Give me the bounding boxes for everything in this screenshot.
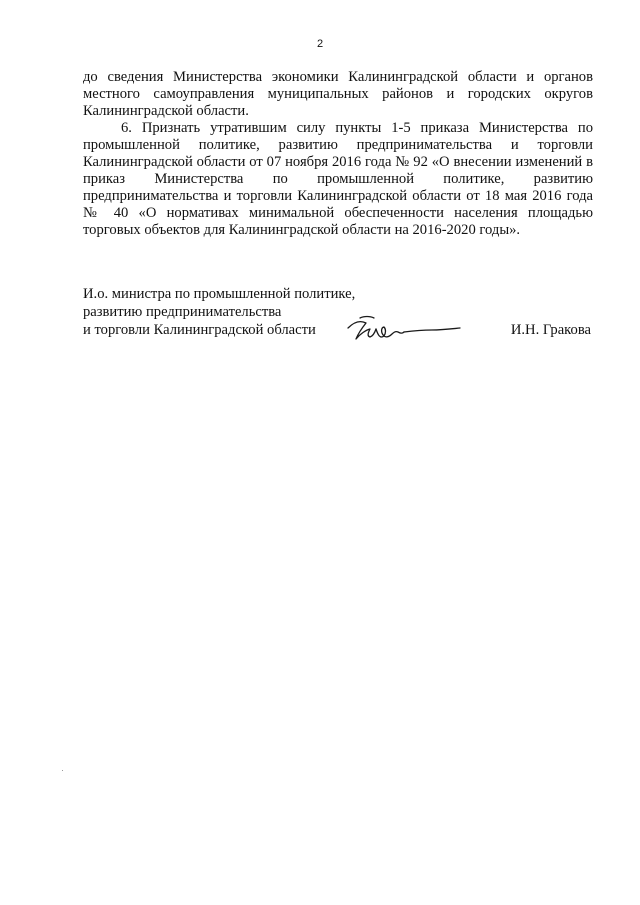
- signer-position-line-3: и торговли Калининградской области: [83, 322, 316, 338]
- signature-block: [83, 285, 593, 339]
- signer-position-line-2: развитию предпринимательства: [83, 304, 282, 320]
- handwritten-signature: [340, 312, 470, 346]
- signer-position-line-1: И.о. министра по промышленной политике,: [83, 286, 356, 302]
- signer-position-row: [83, 321, 593, 339]
- document-body: [83, 69, 593, 239]
- scan-speck: [62, 770, 63, 771]
- paragraph-continuation: до сведения Министерства экономики Калининградской области и органов местного самоуправления муниципальных районов и городских округов Калининградской области.: [83, 69, 593, 119]
- signer-name: И.Н. Гракова: [510, 322, 591, 338]
- paragraph-6: 6. Признать утратившим силу пункты 1-5 приказа Министерства по промышленной политике, развитию предпринимательства и торговли Калининградской области от 07 ноября 2016 года № 92 «О внесении изменений в приказ Министерства по промышленной политике, развитию предпринимательства и торговли Калининградской области от 18 мая 2016 года № 40 «О нормативах минимальной обеспеченности населения площадью торговых объектов для Калининградской области на 2016-2020 годы».: [83, 120, 593, 238]
- page-number: 2: [316, 38, 324, 50]
